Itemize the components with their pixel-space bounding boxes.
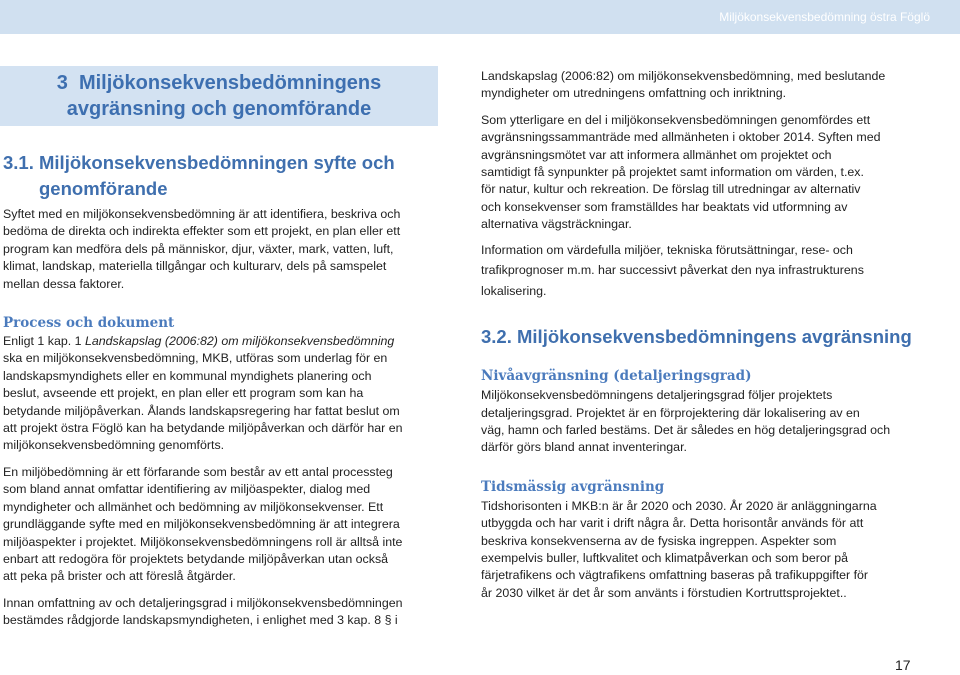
time-heading: Tidsmässig avgränsning <box>481 478 665 495</box>
top-header-bar <box>0 0 960 34</box>
chapter-title <box>0 70 438 122</box>
text-line: enbart att redogöra för projektets betydande miljöpåverkan utan också <box>3 551 389 566</box>
law-title-italic: Landskapslag (2006:82) om miljökonsekvensbedömning <box>84 334 395 349</box>
text-line: ska en miljökonsekvensbedömning, MKB, utföras som underlag för en <box>3 351 388 366</box>
text-line: att projekt östra Föglö kan ha betydande miljöpåverkan och därför har en <box>3 421 403 436</box>
section-3-2-heading: 3.2. Miljökonsekvensbedömningens avgränsning <box>481 326 912 348</box>
section-3-1-heading-line1: 3.1. Miljökonsekvensbedömningen syfte och <box>3 152 395 173</box>
level-body <box>481 387 921 457</box>
text-line: Syftet med en miljökonsekvensbedömning är att identifiera, beskriva och <box>3 207 401 221</box>
text-line: beslut, avseende ett projekt, en plan eller ett program som kan ha <box>3 386 364 401</box>
section-3-1-heading <box>3 150 439 202</box>
text-line: exempelvis buller, luftkvalitet och klimatpåverkan och som beror på <box>481 551 849 565</box>
section-3-1-body <box>3 206 439 293</box>
text-line: En miljöbedömning är ett förfarande som består av ett antal processteg <box>3 464 393 479</box>
text-line: klimat, landskap, materiella tillgångar och kulturarv, dels på samspelet <box>3 259 387 274</box>
text-line: Innan omfattning av och detaljeringsgrad i miljökonsekvensbedömningen <box>3 595 403 610</box>
section-3-1-heading-line2: genomförande <box>39 178 168 199</box>
process-paragraph-2 <box>3 464 439 586</box>
text-line: Som ytterligare en del i miljökonsekvensbedömningen genomfördes ett <box>481 112 871 127</box>
text-line: samtidigt få synpunkter på projektet samt information om värden, t.ex. <box>481 165 864 180</box>
text-line: utbyggda och har varit i drift några år. Detta horisontår används för att <box>481 516 864 531</box>
text-line: program kan medföra dels på människor, djur, växter, mark, vatten, luft, <box>3 241 394 256</box>
intro-paragraph-3 <box>481 240 921 302</box>
text-line: bedöma de direkta och indirekta effekter som ett projekt, en plan eller ett <box>3 224 401 239</box>
chapter-number: 3 <box>56 72 68 94</box>
running-title: Miljökonsekvensbedömning östra Föglö <box>719 10 930 24</box>
time-body <box>481 498 921 602</box>
text-line: bestämdes rådgjorde landskapsmyndigheten, i enlighet med 3 kap. 8 § i <box>3 613 398 628</box>
text-line: Information om värdefulla miljöer, tekniska förutsättningar, rese- och <box>481 242 853 257</box>
text-line: myndigheter och allmänhet och bedömning av miljökonsekvenser. Ett <box>3 499 384 514</box>
text-line: avgränsningssammanträde med allmänheten i oktober 2014. Syften med <box>481 130 881 145</box>
process-heading: Process och dokument <box>3 315 175 332</box>
page-number: 17 <box>895 657 911 673</box>
level-heading: Nivåavgränsning (detaljeringsgrad) <box>481 368 752 385</box>
text-line: att peka på brister och att föreslå åtgärder. <box>3 569 236 584</box>
left-column <box>3 150 439 630</box>
chapter-title-line1: Miljökonsekvensbedömningens <box>78 72 382 94</box>
text-line: mellan dessa faktorer. <box>3 276 125 291</box>
process-paragraph-1 <box>3 333 439 455</box>
text-line: detaljeringsgrad. Projektet är en förprojektering där lokalisering av en <box>481 405 860 420</box>
text-line: som bland annat omfattar identifiering av miljöaspekter, dialog med <box>3 482 371 497</box>
text-line: Tidshorisonten i MKB:n är år 2020 och 2030. År 2020 är anläggningarna <box>481 498 877 513</box>
text-span: Enligt 1 kap. 1 <box>3 334 85 349</box>
text-line: alternativa vägsträckningar. <box>481 217 632 232</box>
text-line: landskapsmyndighets eller en kommunal myndighets planering och <box>3 368 372 383</box>
text-line: beskriva konsekvenserna av de fysiska ingreppen. Aspekter som <box>481 533 837 548</box>
text-line: lokalisering. <box>481 283 547 298</box>
text-line: Miljökonsekvensbedömningens detaljeringsgrad följer projektets <box>481 388 833 403</box>
right-column <box>481 68 921 602</box>
chapter-banner <box>0 66 438 126</box>
text-line: därför görs bland annat inventeringar. <box>481 440 687 455</box>
text-line: år 2030 vilket är det år som använts i förstudien Kortruttsprojektet.. <box>481 585 847 600</box>
text-line: färjetrafikens och vägtrafikens omfattning baseras på trafikuppgifter för <box>481 568 869 583</box>
text-line: betydande miljöpåverkan. Ålands landskapsregering har fattat beslut om <box>3 403 400 418</box>
text-line: för natur, kultur och rekreation. De förslag till utredningar av alternativ <box>481 182 861 197</box>
text-line: miljökonsekvensbedömning genomförts. <box>3 438 225 453</box>
text-line: väg, hamn och farled bestäms. Det är således en hög detaljeringsgrad och <box>481 422 891 437</box>
text-line: myndigheter om utredningens omfattning och inriktning. <box>481 86 787 101</box>
text-line: och konsekvenser som framställdes har beaktats vid utformning av <box>481 199 848 214</box>
text-line: grundläggande syfte med en miljökonsekvensbedömning är att integrera <box>3 517 400 532</box>
text-line: avgränsningsmötet var att informera allmänhet om projektet och <box>481 147 832 162</box>
intro-paragraph-1 <box>481 68 921 103</box>
text-line: trafikprognoser m.m. har successivt påverkat den nya infrastrukturens <box>481 263 864 278</box>
process-paragraph-3 <box>3 595 439 630</box>
intro-paragraph-2 <box>481 112 921 234</box>
chapter-title-line2: avgränsning och genomförande <box>66 98 372 120</box>
text-line: Landskapslag (2006:82) om miljökonsekvensbedömning, med beslutande <box>481 69 886 83</box>
text-line: miljöaspekter i projektet. Miljökonsekvensbedömningens roll är alltså inte <box>3 534 403 549</box>
